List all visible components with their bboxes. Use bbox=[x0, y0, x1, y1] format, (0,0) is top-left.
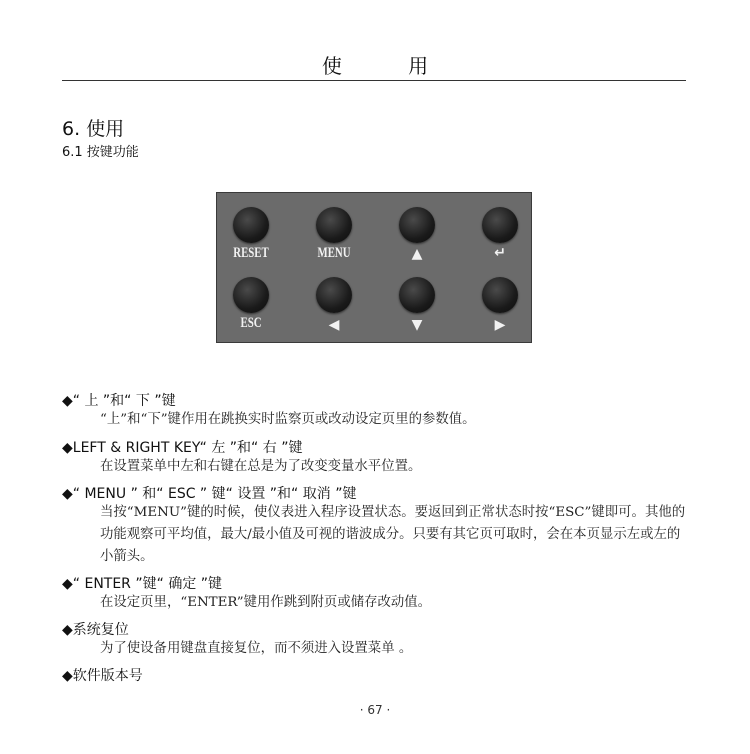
down-arrow-icon: ▼ bbox=[411, 317, 423, 333]
body-up-down: “上”和“下”键作用在跳换实时监察页或改动设定页里的参数值。 bbox=[100, 412, 476, 427]
page-number: · 67 · bbox=[359, 703, 391, 717]
body-enter: 在设定页里，“ENTER”键用作跳到附页或储存改动值。 bbox=[100, 595, 432, 610]
right-arrow-icon: ▶ bbox=[494, 317, 506, 333]
page-header: 使 用 bbox=[321, 54, 459, 78]
enter-icon: ↵ bbox=[494, 245, 506, 261]
keypad-panel bbox=[216, 192, 532, 343]
right-key[interactable] bbox=[482, 277, 518, 313]
body-system-reset: 为了使设备用键盘直接复位，而不须进入设置菜单 。 bbox=[100, 641, 413, 656]
heading-system-reset: ◆系统复位 bbox=[62, 622, 129, 638]
section-title: 6. 使用 bbox=[62, 118, 125, 140]
body-menu-esc: 当按“MENU”键的时候，使仪表进入程序设置状态。要返回到正常状态时按“ESC”键即可。其他的功能观察可平均值，最大/最小值及可视的谐波成分。只要有其它页可取时，会在本页显示左或左的小箭头。 bbox=[100, 505, 686, 564]
menu-key-label: MENU bbox=[317, 245, 351, 261]
body-left-right: 在设置菜单中左和右键在总是为了改变变量水平位置。 bbox=[100, 459, 422, 474]
heading-menu-esc: ◆“ MENU ” 和“ ESC ” 键“ 设置 ”和“ 取消 ”键 bbox=[62, 486, 357, 502]
esc-key[interactable] bbox=[233, 277, 269, 313]
reset-key-label: RESET bbox=[233, 245, 269, 261]
enter-key[interactable] bbox=[482, 207, 518, 243]
section-subtitle: 6.1 按键功能 bbox=[62, 145, 139, 160]
up-arrow-icon: ▲ bbox=[411, 246, 423, 262]
menu-key[interactable] bbox=[316, 207, 352, 243]
left-key[interactable] bbox=[316, 277, 352, 313]
down-key[interactable] bbox=[399, 277, 435, 313]
left-arrow-icon: ◀ bbox=[328, 317, 340, 333]
header-rule bbox=[62, 80, 686, 81]
heading-software-version: ◆软件版本号 bbox=[62, 668, 143, 684]
heading-left-right: ◆LEFT & RIGHT KEY“ 左 ”和“ 右 ”键 bbox=[62, 440, 303, 456]
up-key[interactable] bbox=[399, 207, 435, 243]
heading-enter: ◆“ ENTER ”键“ 确定 ”键 bbox=[62, 576, 223, 592]
esc-key-label: ESC bbox=[240, 315, 262, 331]
heading-up-down: ◆“ 上 ”和“ 下 ”键 bbox=[62, 393, 176, 409]
reset-key[interactable] bbox=[233, 207, 269, 243]
